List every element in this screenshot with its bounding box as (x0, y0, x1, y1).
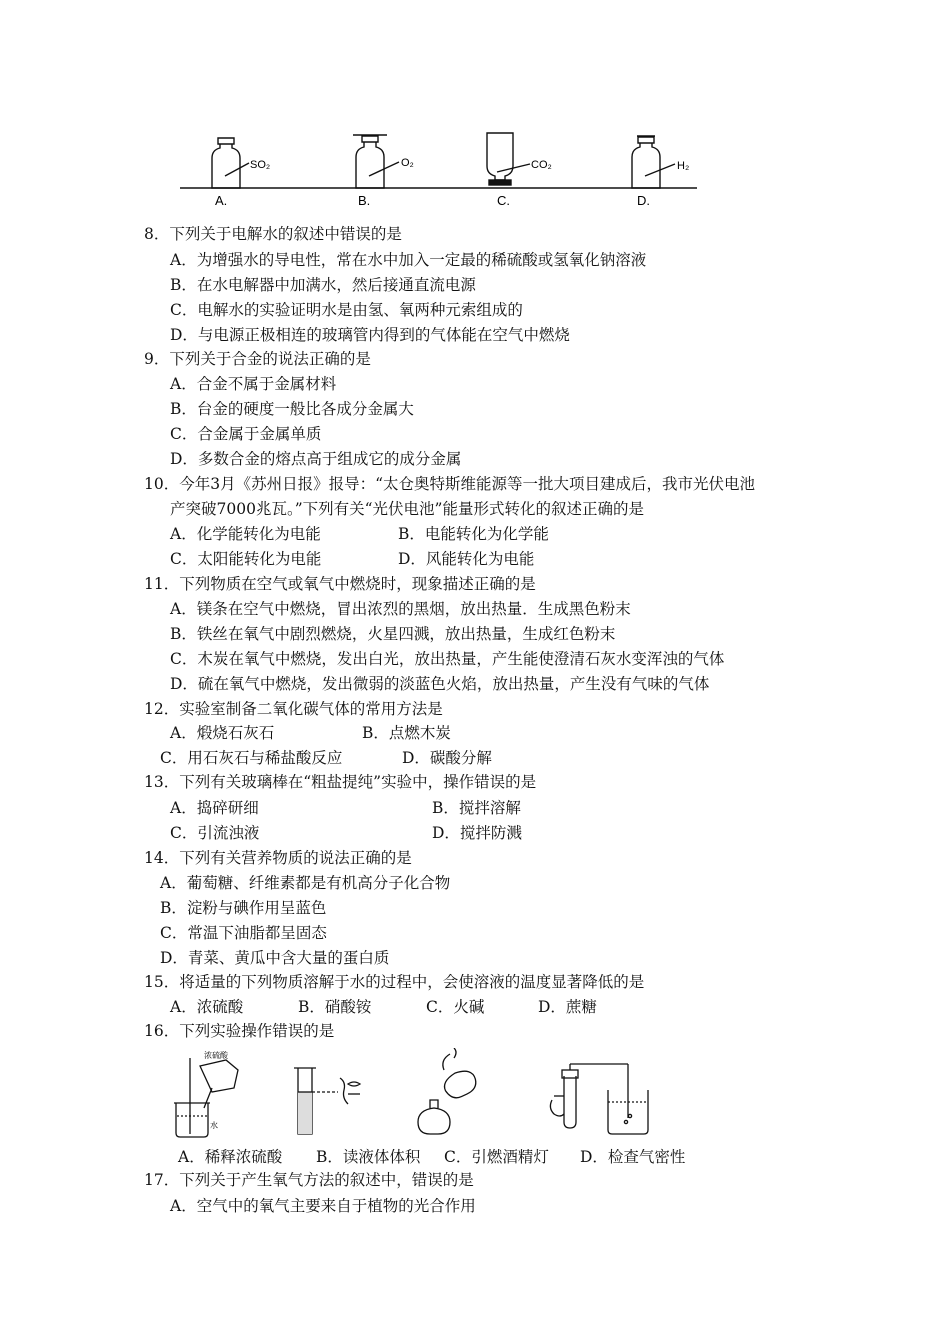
q8-option-c: C．电解水的实验证明水是由氢、氧两种元索组成的 (170, 301, 523, 319)
q15-option-a: A．浓硫酸 (170, 998, 244, 1016)
q8-option-d: D．与电源正极相连的玻璃管内得到的气体能在空气中燃烧 (170, 326, 570, 344)
q10-option-b: B．电能转化为化学能 (398, 525, 549, 543)
fig-c-light-lamp (418, 1048, 480, 1134)
q8-option-a: A．为增强水的导电性，常在水中加入一定最的稀硫酸或氢氧化钠溶液 (170, 251, 647, 269)
q14-option-d: D．青菜、黄瓜中含大量的蛋白质 (160, 949, 390, 967)
q9-option-d: D．多数合金的熔点高于组成它的成分金属 (170, 450, 462, 468)
bottle-c (487, 133, 530, 185)
q12-option-a: A．煅烧石灰石 (170, 724, 275, 742)
q8-stem: 8．下列关于电解水的叙述中错误的是 (144, 225, 402, 243)
gas-label-a: SO₂ (250, 159, 271, 171)
q10-stem-line1: 10．今年3月《苏州日报》报导：“太仓奥特斯维能源等一批大项目建成后，我市光伏电池 (144, 475, 756, 493)
gas-label-b: O₂ (401, 157, 414, 169)
q11-option-a: A．镁条在空气中燃烧，冒出浓烈的黑烟，放出热量．生成黑色粉末 (170, 600, 631, 618)
bottle-b (353, 135, 399, 188)
q9-option-b: B．台金的硬度一般比各成分金属大 (170, 400, 414, 418)
q13-option-a: A．捣碎研细 (170, 799, 259, 817)
q9-option-a: A．合金不属于金属材料 (170, 375, 337, 393)
fig-a-acid-label: 浓硫酸 (204, 1051, 228, 1060)
q17-option-a: A．空气中的氧气主要来自于植物的光合作用 (170, 1197, 476, 1215)
gas-bottles-figure (175, 128, 705, 210)
q11-option-c: C．木炭在氧气中燃烧，发出白光，放出热量，产生能使澄清石灰水变浑浊的气体 (170, 650, 725, 668)
q16-option-b: B．读液体体积 (316, 1148, 421, 1166)
gas-label-c: CO₂ (531, 159, 552, 171)
fig-a-dilute-acid (174, 1058, 238, 1137)
q13-option-b: B．搅拌溶解 (432, 799, 521, 817)
q14-option-c: C．常温下油脂都呈固态 (160, 924, 327, 942)
q16-option-c: C．引燃酒精灯 (444, 1148, 549, 1166)
lab-operations-figure (160, 1048, 680, 1144)
q16-option-a: A．稀释浓硫酸 (178, 1148, 283, 1166)
q14-option-b: B．淀粉与碘作用呈蓝色 (160, 899, 327, 917)
q13-option-d: D．搅拌防溅 (432, 824, 522, 842)
q12-option-c: C．用石灰石与稀盐酸反应 (160, 749, 343, 767)
bottle-label-a: A. (215, 193, 228, 208)
q13-option-c: C．引流浊液 (170, 824, 260, 842)
q10-option-d: D．风能转化为电能 (398, 550, 535, 568)
q9-stem: 9．下列关于合金的说法正确的是 (144, 350, 371, 368)
q12-option-b: B．点燃木炭 (362, 724, 451, 742)
bottle-a (212, 138, 249, 188)
q12-stem: 12．实验室制备二氧化碳气体的常用方法是 (144, 700, 443, 718)
q11-option-d: D．硫在氧气中燃烧，发出微弱的淡蓝色火焰，放出热量，产生没有气味的气体 (170, 675, 710, 693)
gas-label-d: H₂ (677, 160, 690, 172)
q15-option-b: B．硝酸铵 (298, 998, 372, 1016)
q8-option-b: B．在水电解器中加满水，然后接通直流电源 (170, 276, 476, 294)
q10-option-c: C．太阳能转化为电能 (170, 550, 322, 568)
q11-stem: 11．下列物质在空气或氧气中燃烧时，现象描述正确的是 (144, 575, 536, 593)
bottle-label-d: D. (637, 193, 650, 208)
fig-d-airtightness (550, 1064, 648, 1134)
q10-option-a: A．化学能转化为电能 (170, 525, 321, 543)
q15-option-d: D．蔗糖 (538, 998, 597, 1016)
fig-a-water-label: 水 (210, 1121, 218, 1130)
q17-stem: 17．下列关于产生氧气方法的叙述中，错误的是 (144, 1171, 474, 1189)
fig-b-read-volume (294, 1068, 360, 1134)
q13-stem: 13．下列有关玻璃棒在“粗盐提纯”实验中，操作错误的是 (144, 773, 537, 791)
q16-stem: 16．下列实验操作错误的是 (144, 1022, 335, 1040)
q15-stem: 15．将适量的下列物质溶解于水的过程中，会使溶液的温度显著降低的是 (144, 973, 645, 991)
q9-option-c: C．合金属于金属单质 (170, 425, 322, 443)
q12-option-d: D．碳酸分解 (402, 749, 492, 767)
q11-option-b: B．铁丝在氧气中剧烈燃烧，火星四溅，放出热量，生成红色粉末 (170, 625, 616, 643)
q14-option-a: A．葡萄糖、纤维素都是有机高分子化合物 (160, 874, 451, 892)
q16-option-d: D．检查气密性 (580, 1148, 686, 1166)
q14-stem: 14．下列有关营养物质的说法正确的是 (144, 849, 412, 867)
bottle-label-b: B. (358, 193, 371, 208)
q10-stem-line2: 产突破7000兆瓦。”下列有关“光伏电池”能量形式转化的叙述正确的是 (170, 500, 644, 518)
q15-option-c: C．火碱 (426, 998, 485, 1016)
bottle-label-c: C. (497, 193, 510, 208)
bottle-d (632, 136, 675, 188)
